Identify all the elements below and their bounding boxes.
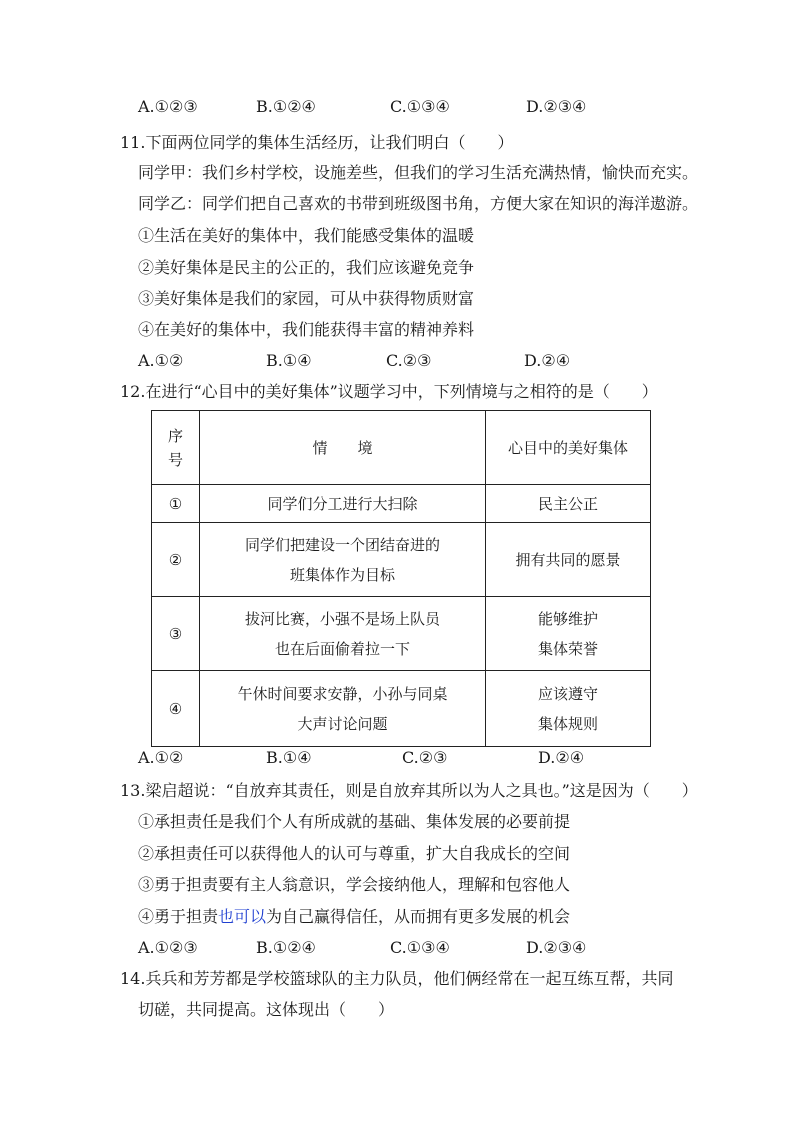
header-number	[152, 411, 200, 485]
table-row	[152, 523, 651, 597]
q11-line: ①生活在美好的集体中，我们能感受集体的温暖	[138, 226, 475, 245]
header-number-text: 序号	[167, 426, 183, 469]
q13-line-4-part-b: 为自己赢得信任，从而拥有更多发展的机会	[266, 907, 571, 926]
collective-line: 能够维护	[537, 609, 598, 628]
q11-option-b: B.①④	[266, 351, 312, 370]
collective-line: 集体荣誉	[537, 639, 598, 658]
q11-line: ②美好集体是民主的公正的，我们应该避免竞争	[138, 258, 475, 277]
q13-options	[138, 937, 658, 959]
table-row	[152, 671, 651, 747]
row-number: ④	[152, 671, 200, 747]
q13-option-c: C.①③④	[390, 938, 450, 957]
situation-line: 拔河比赛，小强不是场上队员	[244, 609, 440, 628]
q12-options	[138, 747, 658, 769]
q14-stem-line-2: 切磋，共同提高。这体现出（ ）	[138, 1000, 395, 1019]
q11-line: 同学甲：我们乡村学校，设施差些，但我们的学习生活充满热情，愉快而充实。	[138, 163, 699, 182]
row-collective	[486, 523, 651, 597]
q11-options	[138, 350, 658, 372]
q11-line: 同学乙：同学们把自己喜欢的书带到班级图书角，方便大家在知识的海洋遨游。	[138, 194, 699, 213]
table-row	[152, 485, 651, 523]
situation-line: 班集体作为目标	[289, 565, 395, 584]
situation-line: 午休时间要求安静，小孙与同桌	[237, 684, 448, 703]
row-number: ②	[152, 523, 200, 597]
q11-line: ③美好集体是我们的家园，可从中获得物质财富	[138, 289, 475, 308]
header-situation: 情 境	[200, 411, 486, 485]
situation-line: 同学们把建设一个团结奋进的	[244, 535, 440, 554]
row-situation	[200, 523, 486, 597]
table-header-row	[152, 411, 651, 485]
row-collective	[486, 671, 651, 747]
q12-option-a: A.①②	[138, 748, 184, 767]
q13-option-d: D.②③④	[526, 938, 587, 957]
q11-option-c: C.②③	[386, 351, 432, 370]
row-collective	[486, 485, 651, 523]
row-situation	[200, 671, 486, 747]
row-situation	[200, 597, 486, 671]
row-situation	[200, 485, 486, 523]
q13-option-b: B.①②④	[256, 938, 316, 957]
situation-line: 也在后面偷着拉一下	[274, 639, 410, 658]
q13-line: ①承担责任是我们个人有所成就的基础、集体发展的必要前提	[138, 812, 571, 831]
q11-stem: 11.下面两位同学的集体生活经历，让我们明白（ ）	[120, 133, 514, 152]
q10-option-c: C.①③④	[390, 97, 450, 116]
q13-line-4-part-a: ④勇于担责	[138, 907, 219, 926]
q13-stem: 13.梁启超说：“自放弃其责任，则是自放弃其所以为人之具也。”这是因为（ ）	[120, 781, 698, 800]
q11-option-a: A.①②	[138, 351, 184, 370]
row-collective	[486, 597, 651, 671]
q12-stem: 12.在进行“心目中的美好集体”议题学习中，下列情境与之相符的是（ ）	[120, 382, 658, 401]
q10-option-b: B.①②④	[256, 97, 316, 116]
q13-line-4-highlight: 也可以	[218, 907, 267, 926]
q10-option-d: D.②③④	[526, 97, 587, 116]
q13-line: ③勇于担责要有主人翁意识，学会接纳他人，理解和包容他人	[138, 875, 571, 894]
collective-line: 集体规则	[537, 714, 598, 733]
q13-option-a: A.①②③	[138, 938, 198, 957]
collective-line: 民主公正	[537, 494, 598, 513]
q12-option-c: C.②③	[402, 748, 448, 767]
collective-line: 拥有共同的愿景	[515, 550, 621, 569]
situation-line: 同学们分工进行大扫除	[267, 494, 418, 513]
row-number: ①	[152, 485, 200, 523]
q10-options	[138, 96, 658, 118]
header-collective: 心目中的美好集体	[486, 411, 651, 485]
situation-line: 大声讨论问题	[297, 714, 388, 733]
q12-option-d: D.②④	[538, 748, 585, 767]
q12-option-b: B.①④	[266, 748, 312, 767]
table-row	[152, 597, 651, 671]
collective-line: 应该遵守	[537, 684, 598, 703]
q14-stem-line-1: 14.兵兵和芳芳都是学校篮球队的主力队员，他们俩经常在一起互练互帮，共同	[120, 969, 674, 988]
q11-option-d: D.②④	[524, 351, 571, 370]
q13-line-4	[138, 906, 570, 928]
q12-table	[151, 410, 651, 747]
row-number: ③	[152, 597, 200, 671]
q13-line: ②承担责任可以获得他人的认可与尊重，扩大自我成长的空间	[138, 844, 571, 863]
q10-option-a: A.①②③	[138, 97, 198, 116]
q11-line: ④在美好的集体中，我们能获得丰富的精神养料	[138, 320, 475, 339]
